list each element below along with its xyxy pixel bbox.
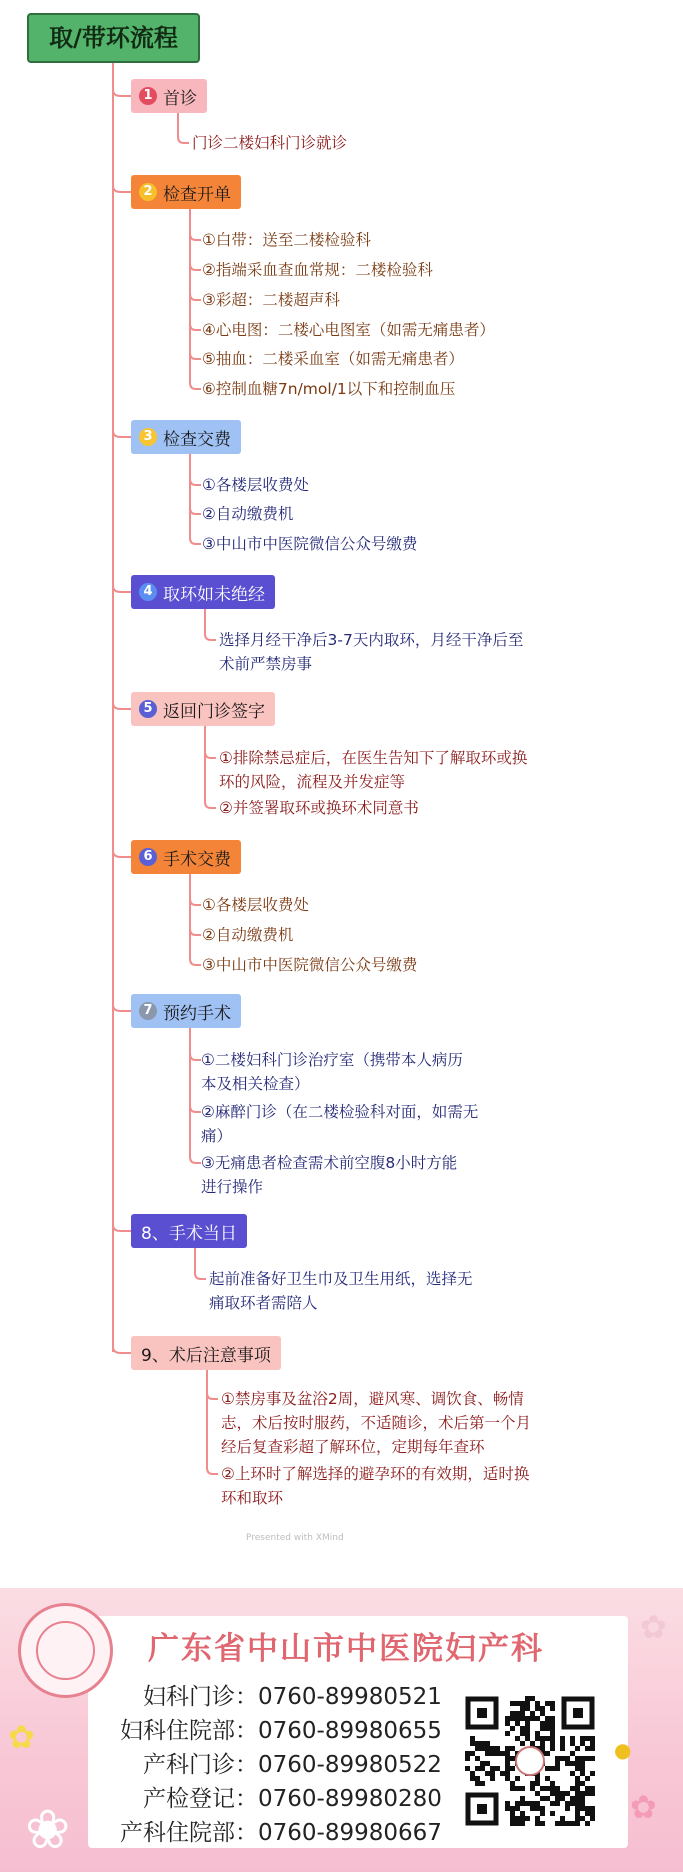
- connector-line: [113, 703, 131, 709]
- section-5-item-1: ①排除禁忌症后，在医生告知下了解取环或换 环的风险，流程及并发症等: [219, 749, 528, 791]
- bee-decoration-icon: ●: [614, 1738, 632, 1762]
- section-9-item-2: ②上环时了解选择的避孕环的有效期，适时换 环和取环: [221, 1465, 530, 1507]
- section-2-item-1: ①白带：送至二楼检验科: [202, 231, 371, 249]
- contact-label: 产科住院部：: [120, 1820, 258, 1846]
- badge-6-icon: 6: [139, 848, 157, 866]
- section-1-label: 首诊: [163, 88, 197, 109]
- connector-line: [190, 353, 201, 359]
- section-5-tag: [131, 692, 275, 726]
- connector-line: [190, 899, 201, 905]
- hospital-name: 广东省中山市中医院妇产科: [148, 1631, 544, 1667]
- connector-line: [113, 431, 131, 437]
- connector-line: [190, 1157, 201, 1163]
- section-6-tag: [131, 840, 241, 874]
- connector-line: [190, 324, 201, 330]
- section-7-item-2: ②麻醉门诊（在二楼检验科对面，如需无 痛）: [201, 1103, 479, 1145]
- connector-line: [205, 802, 216, 808]
- contact-row-1: [96, 1678, 442, 1711]
- connector-line: [113, 186, 131, 192]
- badge-4-icon: 4: [139, 583, 157, 601]
- connector-line: [190, 264, 201, 270]
- connector-line: [190, 383, 201, 389]
- badge-5-icon: 5: [139, 700, 157, 718]
- section-2-item-6: ⑥控制血糖7n/mol/1以下和控制血压: [202, 380, 456, 398]
- contact-label: 产科门诊：: [143, 1752, 258, 1778]
- section-4-tag: [131, 575, 275, 609]
- section-5-label: 返回门诊签字: [163, 701, 265, 722]
- root-title: 取/带环流程: [27, 13, 200, 63]
- section-3-item-1: ①各楼层收费处: [202, 476, 309, 494]
- flower-decoration-icon: ❀: [25, 1798, 71, 1861]
- section-1-tag: [131, 79, 207, 113]
- contact-row-2: [96, 1712, 442, 1745]
- section-6-label: 手术交费: [163, 849, 231, 870]
- connector-line: [205, 634, 216, 640]
- section-5-item-2: ②并签署取环或换环术同意书: [219, 799, 419, 817]
- section-8-label: 8、手术当日: [141, 1223, 237, 1244]
- connector-line: [207, 1393, 218, 1399]
- section-9-item-1: ①禁房事及盆浴2周，避风寒、调饮食、畅情 志，术后按时服药，不适随诊，术后第一个月 经后复查彩超了解环位，定期每年查环: [221, 1390, 532, 1456]
- section-7-label: 预约手术: [163, 1003, 231, 1024]
- connector-line: [195, 1273, 206, 1279]
- section-4-item: 选择月经干净后3-7天内取环，月经干净后至 术前严禁房事: [219, 631, 524, 673]
- connector-line: [190, 479, 201, 485]
- badge-3-icon: 3: [139, 428, 157, 446]
- section-6-item-2: ②自动缴费机: [202, 926, 294, 944]
- contact-phone: 0760-89980522: [258, 1752, 442, 1778]
- connector-line: [113, 586, 131, 592]
- connector-line: [113, 1005, 131, 1011]
- section-1-item: 门诊二楼妇科门诊就诊: [192, 134, 348, 152]
- section-8-tag: [131, 1214, 247, 1248]
- section-3-item-2: ②自动缴费机: [202, 505, 294, 523]
- footer-banner: [0, 1588, 683, 1872]
- connector-line: [113, 851, 131, 857]
- contact-label: 妇科门诊：: [143, 1684, 258, 1710]
- contact-phone: 0760-89980667: [258, 1820, 442, 1846]
- badge-7-icon: 7: [139, 1002, 157, 1020]
- contact-row-5: [96, 1814, 442, 1847]
- section-2-tag: [131, 175, 241, 209]
- contact-row-4: [96, 1780, 442, 1813]
- section-9-label: 9、术后注意事项: [141, 1345, 271, 1366]
- section-2-item-3: ③彩超：二楼超声科: [202, 291, 340, 309]
- connector-line: [190, 234, 201, 240]
- section-2-item-5: ⑤抽血：二楼采血室（如需无痛患者）: [202, 350, 464, 368]
- section-8-item: 起前准备好卫生巾及卫生用纸，选择无 痛取环者需陪人: [209, 1270, 473, 1312]
- section-2-item-2: ②指端采血查血常规：二楼检验科: [202, 261, 433, 279]
- section-3-label: 检查交费: [163, 429, 231, 450]
- badge-2-icon: 2: [139, 183, 157, 201]
- connector-line: [190, 294, 201, 300]
- contact-phone: 0760-89980521: [258, 1684, 442, 1710]
- contact-label: 产检登记：: [143, 1786, 258, 1812]
- section-3-item-3: ③中山市中医院微信公众号缴费: [202, 535, 418, 553]
- qr-code-icon: [465, 1696, 595, 1826]
- section-7-item-1: ①二楼妇科门诊治疗室（携带本人病历 本及相关检查）: [201, 1051, 463, 1093]
- section-3-tag: [131, 420, 241, 454]
- section-2-label: 检查开单: [163, 184, 231, 205]
- connector-line: [190, 538, 201, 544]
- contact-phone: 0760-89980655: [258, 1718, 442, 1744]
- section-6-item-3: ③中山市中医院微信公众号缴费: [202, 956, 418, 974]
- flower-decoration-icon: ✿: [640, 1608, 667, 1646]
- section-7-item-3: ③无痛患者检查需术前空腹8小时方能 进行操作: [201, 1154, 458, 1196]
- watermark: Presented with XMind: [246, 1533, 344, 1543]
- connector-line: [190, 1054, 201, 1060]
- connector-line: [113, 90, 131, 96]
- section-7-tag: [131, 994, 241, 1028]
- connector-line: [178, 137, 189, 143]
- contact-phone: 0760-89980280: [258, 1786, 442, 1812]
- section-6-item-1: ①各楼层收费处: [202, 896, 309, 914]
- section-9-tag: [131, 1336, 281, 1370]
- connector-line: [190, 1106, 201, 1112]
- flower-decoration-icon: ✿: [8, 1718, 35, 1756]
- flower-decoration-icon: ✿: [630, 1788, 657, 1826]
- connector-line: [207, 1468, 218, 1474]
- section-2-item-4: ④心电图：二楼心电图室（如需无痛患者）: [202, 321, 495, 339]
- connector-line: [190, 508, 201, 514]
- connector-line: [190, 959, 201, 965]
- connector-line: [113, 1225, 131, 1231]
- section-4-label: 取环如未绝经: [163, 584, 265, 605]
- connector-line: [205, 752, 216, 758]
- connector-line: [190, 929, 201, 935]
- contact-row-3: [96, 1746, 442, 1779]
- contact-label: 妇科住院部：: [120, 1718, 258, 1744]
- connector-line: [113, 1347, 131, 1353]
- badge-1-icon: 1: [139, 87, 157, 105]
